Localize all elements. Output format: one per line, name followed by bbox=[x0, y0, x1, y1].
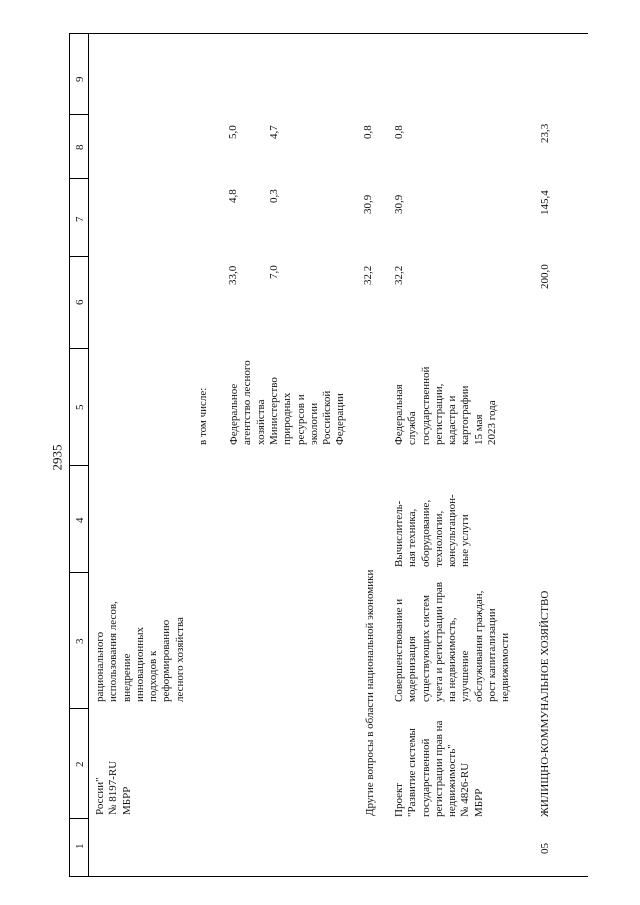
col-number-2: 2 bbox=[74, 761, 86, 767]
ministry-c8: 4,7 bbox=[268, 125, 280, 139]
table-bottom-border bbox=[69, 876, 588, 877]
header-sep-1-2 bbox=[69, 818, 88, 819]
housing-code: 05 bbox=[539, 843, 551, 854]
in-that-number-label: в том числе: bbox=[197, 387, 209, 445]
table-left-border bbox=[69, 33, 70, 877]
other-questions-c6: 32,2 bbox=[362, 265, 374, 285]
housing-label: ЖИЛИЩНО-КОММУНАЛЬНОЕ ХОЗЯЙСТВО bbox=[539, 590, 551, 817]
table-top-border bbox=[69, 33, 588, 34]
header-sep-6-7 bbox=[69, 256, 88, 257]
registration-project-name: Проект "Развитие системы государственной регистрации прав на недвижимость" № 4826-RU МБРР bbox=[393, 720, 485, 817]
other-questions-label: Другие вопросы в области национальной экономики bbox=[364, 569, 376, 816]
housing-c7: 145,4 bbox=[539, 190, 551, 215]
ministry-c7: 0,3 bbox=[268, 189, 280, 203]
russia-project-name: России" № 8197-RU МБРР bbox=[94, 760, 133, 815]
federal-forest-agency: Федеральное агентство лесного хозяйства bbox=[228, 360, 267, 445]
header-sep-4-5 bbox=[69, 465, 88, 466]
housing-c6: 200,0 bbox=[539, 264, 551, 289]
federal-forest-c6: 33,0 bbox=[227, 265, 239, 285]
header-sep-3-4 bbox=[69, 572, 88, 573]
header-divider bbox=[88, 33, 89, 877]
header-sep-5-6 bbox=[69, 348, 88, 349]
registration-project-agency: Федеральная служба государственной регистрации, кадастра и картографии 15 мая 2023 года bbox=[393, 366, 499, 445]
col-number-5: 5 bbox=[74, 404, 86, 410]
header-sep-7-8 bbox=[69, 178, 88, 179]
header-sep-2-3 bbox=[69, 708, 88, 709]
col-number-9: 9 bbox=[74, 76, 86, 82]
registration-project-c8: 0,8 bbox=[393, 125, 405, 139]
col-number-8: 8 bbox=[74, 144, 86, 150]
registration-project-c7: 30,9 bbox=[393, 194, 405, 214]
housing-c8: 23,3 bbox=[539, 123, 551, 143]
header-sep-8-9 bbox=[69, 114, 88, 115]
col-number-7: 7 bbox=[74, 216, 86, 222]
registration-project-goal: Совершенствование и модернизация существующих систем учета и регистрации прав на недвижимость, улучшение обслуживания граждан, рост капитализации недвижимости bbox=[393, 582, 512, 702]
other-questions-c7: 30,9 bbox=[362, 194, 374, 214]
registration-project-c6: 32,2 bbox=[393, 265, 405, 285]
federal-forest-c8: 5,0 bbox=[227, 125, 239, 139]
ministry-c6: 7,0 bbox=[268, 265, 280, 279]
page-number: 2935 bbox=[49, 444, 65, 471]
russia-project-goal: рационального использования лесов, внедрение инновационных подходов к реформированию лесного хозяйства bbox=[94, 601, 186, 702]
col-number-4: 4 bbox=[74, 517, 86, 523]
federal-forest-c7: 4,8 bbox=[227, 189, 239, 203]
registration-project-equipment: Вычислитель- ная техника, оборудование, технологии, консультацион- ные услуги bbox=[393, 494, 472, 567]
other-questions-c8: 0,8 bbox=[362, 125, 374, 139]
col-number-6: 6 bbox=[74, 299, 86, 305]
col-number-3: 3 bbox=[74, 638, 86, 644]
col-number-1: 1 bbox=[74, 843, 86, 849]
ministry-natural-resources: Министерство природных ресурсов и экологии Российской Федерации bbox=[268, 377, 347, 445]
